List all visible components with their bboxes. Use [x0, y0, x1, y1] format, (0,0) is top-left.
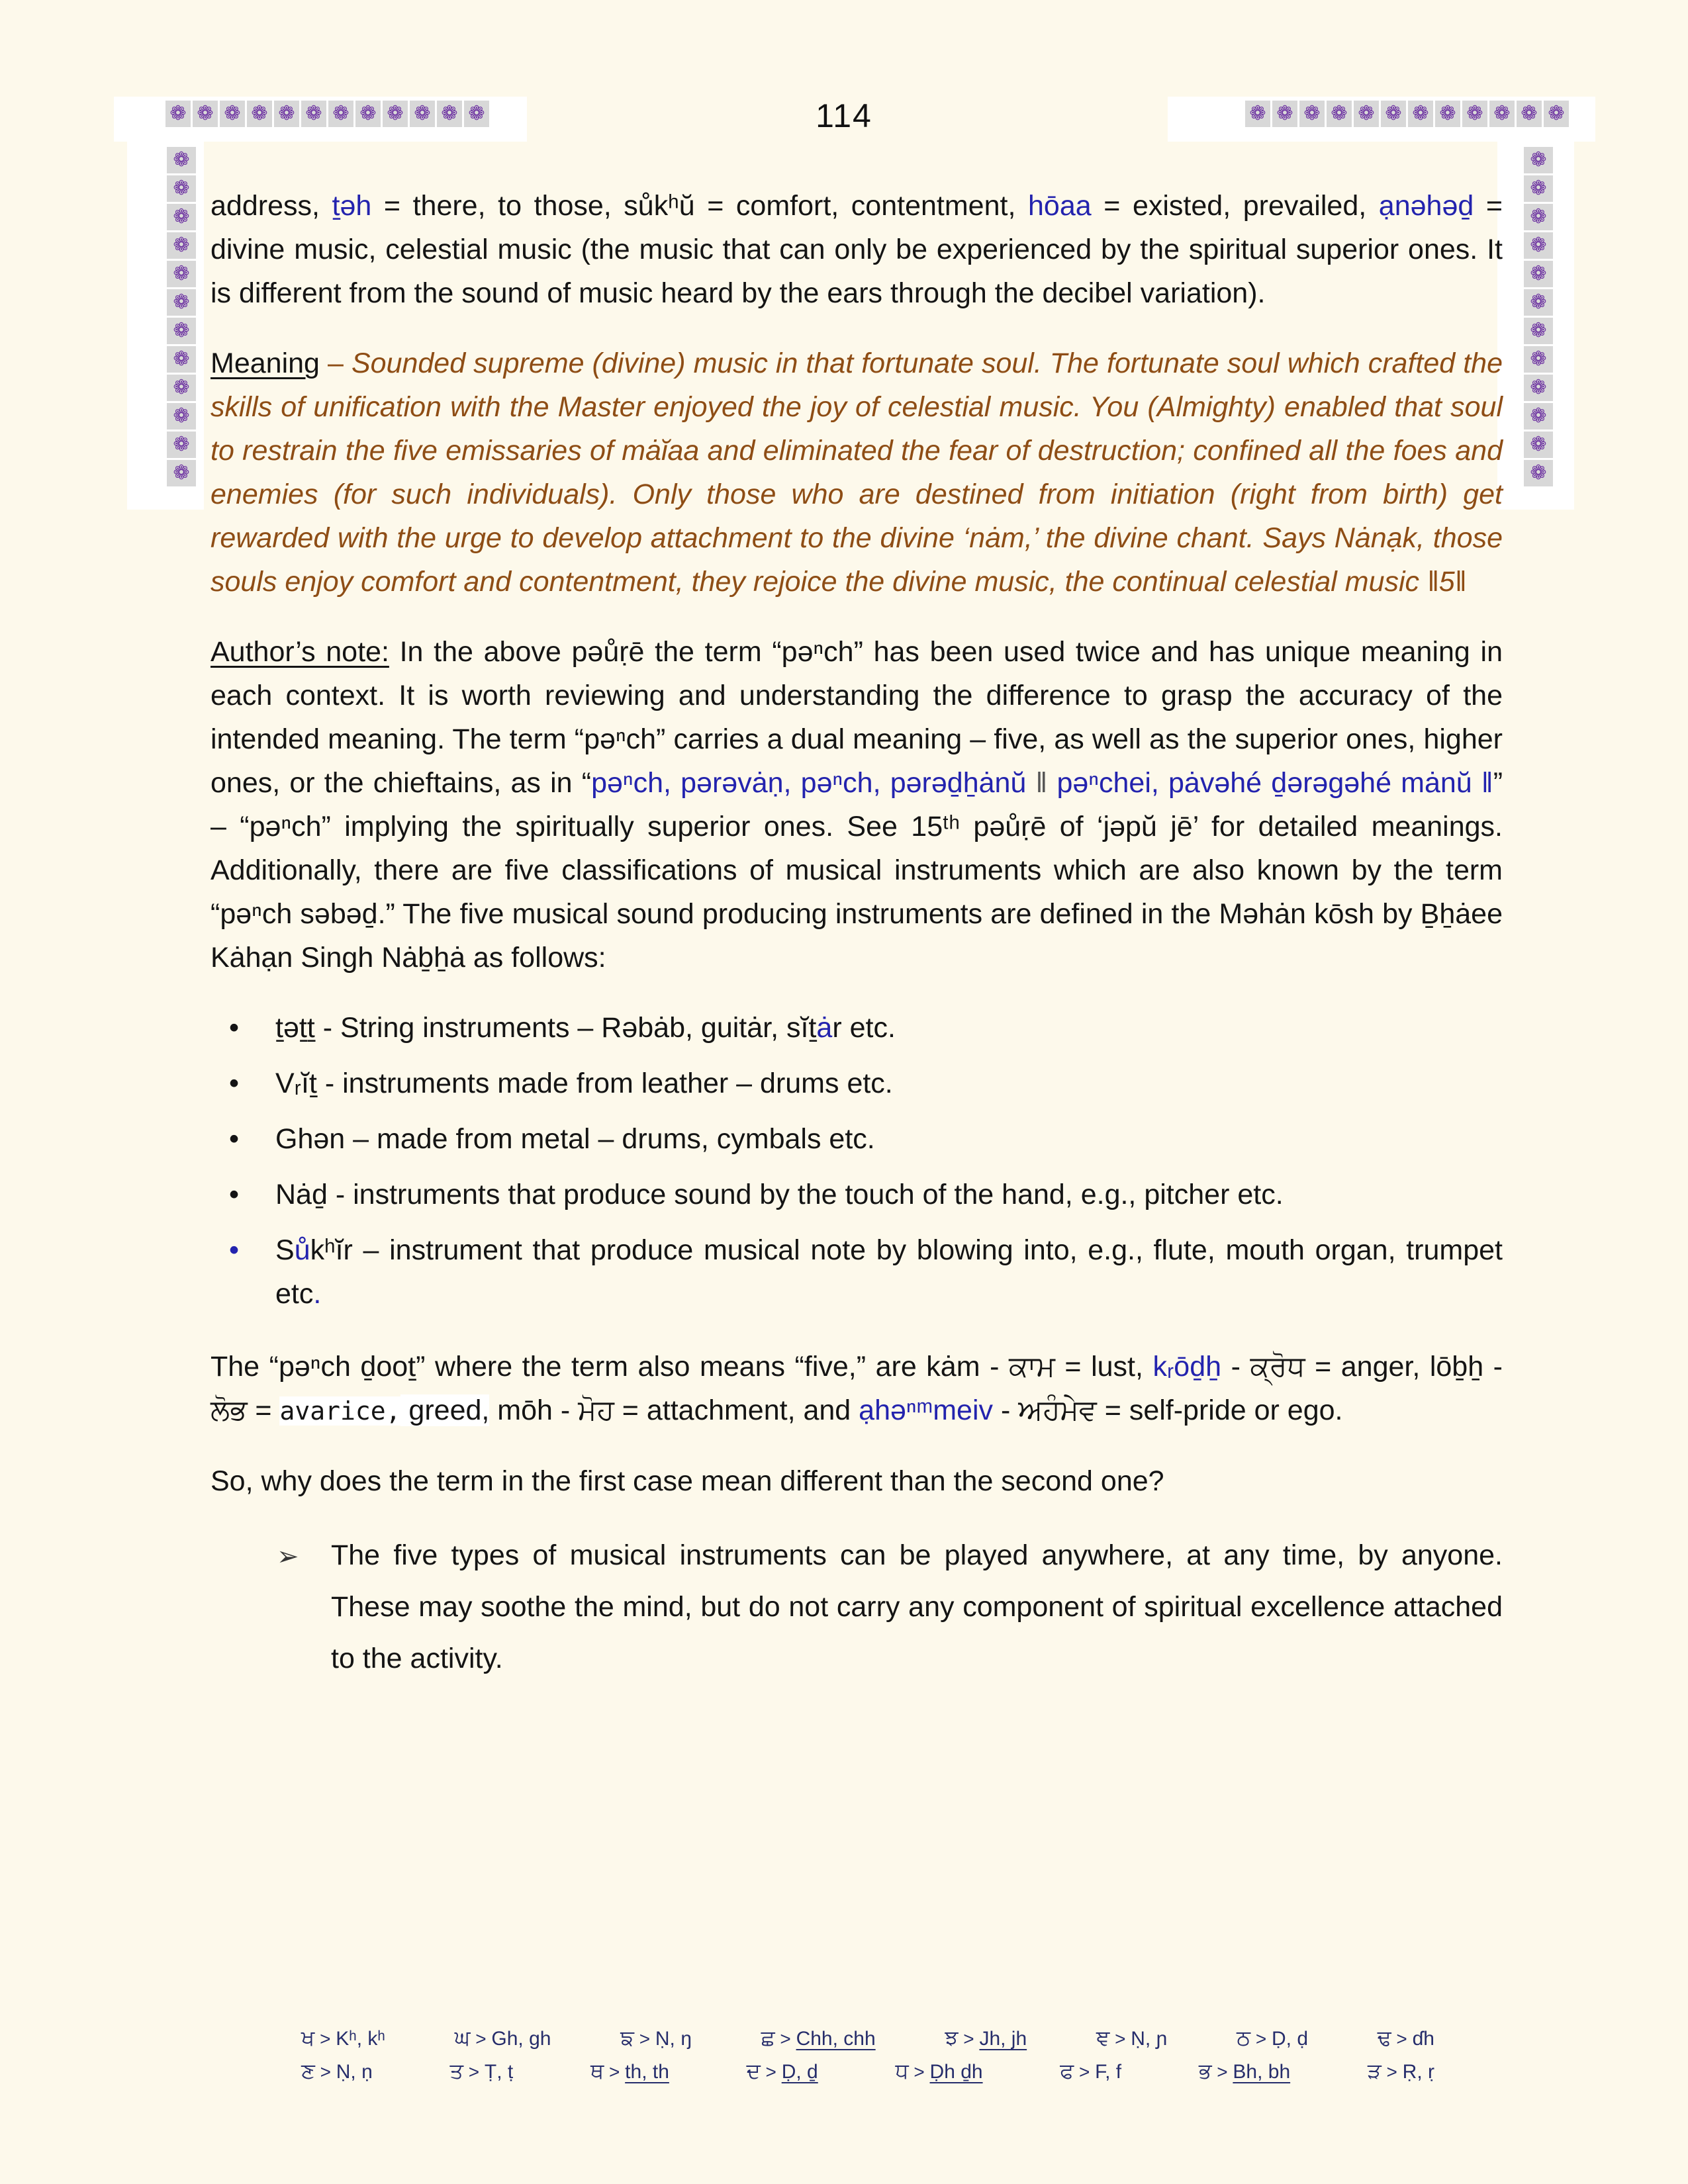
maps-to-symbol: >	[314, 2062, 336, 2082]
maps-to-symbol: >	[1211, 2062, 1233, 2082]
definition-text: address,	[211, 190, 332, 222]
list-item-text: Nȧḏ - instruments that produce sound by the touch of the hand, e.g., pitcher etc.	[275, 1179, 1284, 1210]
maps-to-symbol: >	[908, 2062, 930, 2082]
flower-icon: ❁	[193, 101, 218, 127]
maps-to-symbol: >	[470, 2028, 492, 2049]
flower-icon: ❁	[1462, 101, 1487, 127]
term-krodh: kᵣōḏẖ	[1152, 1351, 1222, 1383]
definition-text: = existed, prevailed,	[1091, 190, 1379, 222]
translit-key-entry	[620, 2026, 692, 2050]
flower-icon: ❁	[167, 432, 196, 458]
maps-to-symbol: >	[760, 2062, 782, 2082]
translit-key-entry	[450, 2060, 514, 2083]
list-item-nad	[211, 1173, 1503, 1216]
flower-icon: ❁	[1299, 101, 1325, 127]
verse-bar: ‖	[1035, 767, 1057, 799]
arrow-bullet-icon: ➢	[277, 1542, 299, 1571]
page-number: 114	[816, 97, 872, 134]
translit-key-entry	[747, 2060, 818, 2083]
maps-to-symbol: >	[633, 2028, 655, 2049]
roman-transliteration: Chh, chh	[796, 2028, 876, 2050]
bullet-icon: •	[229, 1012, 240, 1044]
flower-icon: ❁	[165, 101, 191, 127]
flower-icon: ❁	[167, 204, 196, 230]
flower-icon: ❁	[464, 101, 489, 127]
gurmukhi-letter: ਞ	[1096, 2026, 1110, 2050]
roman-transliteration: th, th	[625, 2061, 669, 2083]
maps-to-symbol: >	[1381, 2062, 1403, 2082]
flower-icon: ❁	[167, 460, 196, 486]
roman-transliteration: Ṛ, ṛ	[1402, 2061, 1434, 2083]
translit-key-entry	[301, 2026, 385, 2050]
page-content	[211, 184, 1503, 1711]
flower-icon: ❁	[1524, 204, 1553, 230]
paragraph-panch-doot	[211, 1345, 1503, 1433]
translit-key-entry	[945, 2026, 1027, 2050]
flower-icon: ❁	[328, 101, 353, 127]
gurmukhi-letter: ਦ	[746, 2059, 761, 2083]
flower-icon: ❁	[167, 403, 196, 430]
flower-icon: ❁	[1272, 101, 1297, 127]
roman-transliteration: ɗh	[1412, 2028, 1434, 2050]
decorative-border-right	[1524, 147, 1553, 486]
flower-icon: ❁	[1435, 101, 1460, 127]
flower-icon: ❁	[301, 101, 326, 127]
flower-icon: ❁	[1354, 101, 1379, 127]
flower-icon: ❁	[167, 289, 196, 316]
flower-icon: ❁	[1381, 101, 1406, 127]
paragraph-question: So, why does the term in the first case mean different than the second one?	[211, 1465, 1164, 1497]
flower-icon: ❁	[167, 261, 196, 287]
paragraph-word-definitions	[211, 184, 1503, 315]
term-anahad: ạnəhəḏ	[1378, 190, 1474, 222]
translit-key-entry	[1368, 2060, 1434, 2083]
list-item-ghan	[211, 1117, 1503, 1161]
list-item-tatt	[211, 1006, 1503, 1050]
gurmukhi-letter: ਠ	[1237, 2026, 1251, 2050]
list-item-sukhir	[211, 1228, 1503, 1316]
maps-to-symbol: >	[1250, 2028, 1272, 2049]
translit-key-entry	[301, 2060, 373, 2083]
gurmukhi-letter: ਭ	[1198, 2059, 1212, 2083]
gurmukhi-letter: ਘ	[454, 2026, 471, 2050]
bullet-icon: •	[229, 1234, 240, 1266]
flower-icon: ❁	[167, 147, 196, 173]
roman-transliteration: Gh, gh	[491, 2028, 551, 2050]
verse-bar: ‖	[1481, 767, 1493, 799]
roman-transliteration: Ḍ, ḏ	[781, 2061, 818, 2083]
term-avarice: avarice,	[279, 1396, 401, 1426]
gurmukhi-letter: ਛ	[761, 2026, 775, 2050]
note-text: ” – “pəⁿch” implying the spiritually superior ones. See 15ᵗʰ pəůṛē of ‘jəpŭ jē’ for detailed meanings. Additionally, there are five classifications of musical instruments which are also known by the term “pəⁿch səbəḏ.” The five musical sound producing instruments are defined in the Məhȧn kōsh by Ḇẖȧee Kȧhạn Singh Nȧḇẖȧ as follows:	[211, 767, 1503, 974]
doot-text: mōh - ਮੋਹ = attachment, and	[489, 1394, 859, 1426]
gurmukhi-letter: ਥ	[590, 2059, 604, 2083]
gurbani-quote: pəⁿchei, pȧvəhé ḏərəgəhé mȧnŭ	[1056, 767, 1481, 799]
gurmukhi-letter: ਢ	[1377, 2026, 1391, 2050]
list-item-text: ṯəṯṯ - String instruments – Rəbȧb, guitȧr, sĭṯ	[275, 1012, 817, 1044]
maps-to-symbol: >	[1391, 2028, 1413, 2049]
roman-transliteration: Ṭ, ṭ	[484, 2061, 514, 2083]
arrow-bullet-text: The five types of musical instruments can be played anywhere, at any time, by anyone. These may soothe the mind, but do not carry any component of spiritual excellence attached to the activity.	[331, 1539, 1503, 1674]
maps-to-symbol: >	[774, 2028, 796, 2049]
translit-key-entry	[1060, 2060, 1121, 2083]
meaning-dash: –	[319, 347, 352, 379]
flower-icon: ❁	[220, 101, 245, 127]
flower-icon: ❁	[1524, 147, 1553, 173]
translit-key-entry	[1378, 2026, 1434, 2050]
transliteration-key-row-1	[301, 2026, 1434, 2050]
doot-text: - ਅਹੰਮੇਵ = self-pride or ego.	[993, 1394, 1343, 1426]
definition-text: = there, to those, sůkʰŭ = comfort, contentment,	[371, 190, 1028, 222]
flower-icon: ❁	[1524, 289, 1553, 316]
flower-icon: ❁	[355, 101, 381, 127]
transliteration-key	[301, 2026, 1434, 2093]
term-ahameiv: ạhəⁿᵐmeiv	[859, 1394, 994, 1426]
bullet-icon: •	[229, 1068, 240, 1099]
flower-icon: ❁	[437, 101, 462, 127]
flower-icon: ❁	[167, 346, 196, 373]
authors-note-label: Author’s note:	[211, 636, 389, 668]
flower-icon: ❁	[1544, 101, 1569, 127]
gurmukhi-letter: ਝ	[945, 2026, 959, 2050]
flower-icon: ❁	[1489, 101, 1515, 127]
flower-icon: ❁	[410, 101, 435, 127]
doot-text: greed,	[400, 1394, 490, 1426]
roman-transliteration: Ṇ, ɲ	[1131, 2028, 1168, 2050]
doot-text: The “pəⁿch ḏooṯ” where the term also means “five,” are kȧm - ਕਾਮ = lust,	[211, 1351, 1153, 1383]
list-item-text: .	[313, 1278, 322, 1310]
roman-transliteration: Ṇ, ŋ	[655, 2028, 692, 2050]
flower-icon: ❁	[1524, 403, 1553, 430]
paragraph-authors-note	[211, 630, 1503, 979]
translit-key-entry	[590, 2060, 669, 2083]
flower-icon: ❁	[1524, 375, 1553, 401]
list-item-text: ů	[294, 1234, 310, 1266]
gurmukhi-letter: ਖ	[301, 2026, 315, 2050]
gurmukhi-letter: ਤ	[449, 2059, 463, 2083]
flower-icon: ❁	[1524, 261, 1553, 287]
flower-icon: ❁	[274, 101, 299, 127]
bullet-icon: •	[229, 1179, 240, 1210]
flower-icon: ❁	[1524, 460, 1553, 486]
flower-icon: ❁	[167, 318, 196, 344]
flower-icon: ❁	[1245, 101, 1270, 127]
list-item-vrit	[211, 1062, 1503, 1105]
instrument-list	[211, 1006, 1503, 1316]
list-item-text: Vᵣĭṯ - instruments made from leather – drums etc.	[275, 1068, 893, 1099]
maps-to-symbol: >	[1109, 2028, 1131, 2049]
flower-icon: ❁	[383, 101, 408, 127]
roman-transliteration: Ḍ, ḍ	[1271, 2028, 1309, 2050]
meaning-translation: Sounded supreme (divine) music in that fortunate soul. The fortunate soul which crafted the skills of unification with the Master enjoyed the joy of celestial music. You (Almighty) enabled that soul to restrain the five emissaries of mȧĭaa and eliminated the fear of destruction; confined all the foes and enemies (for such individuals). Only those who are destined from initiation (right from birth) get rewarded with the urge to develop attachment to the divine ‘nȧm,’ the divine chant. Says Nȧnạk, those souls enjoy comfort and contentment, they rejoice the divine music, the continual celestial music ‖5‖	[211, 347, 1503, 598]
list-item-text: Ghən – made from metal – drums, cymbals etc.	[275, 1123, 875, 1155]
list-item-text: r etc.	[832, 1012, 896, 1044]
list-item-text: S	[275, 1234, 295, 1266]
flower-icon: ❁	[167, 375, 196, 401]
translit-key-entry	[455, 2026, 551, 2050]
flower-icon: ❁	[167, 175, 196, 202]
maps-to-symbol: >	[463, 2062, 485, 2082]
translit-key-entry	[761, 2026, 876, 2050]
maps-to-symbol: >	[314, 2028, 336, 2049]
flower-icon: ❁	[1524, 432, 1553, 458]
flower-icon: ❁	[1524, 318, 1553, 344]
flower-icon: ❁	[1408, 101, 1433, 127]
arrow-bullet-paragraph	[211, 1529, 1503, 1684]
doot-text: - ਕ੍ਰੋਧ = anger, lōḇẖ - ਲੋਭ =	[211, 1351, 1503, 1426]
gurbani-quote: pəⁿch, pərəvȧṇ, pəⁿch, pərəḏẖȧnŭ	[591, 767, 1036, 799]
gurmukhi-letter: ਙ	[620, 2026, 634, 2050]
bullet-icon: •	[229, 1123, 240, 1155]
transliteration-key-row-2	[301, 2060, 1434, 2083]
roman-transliteration: Jh, jh	[979, 2028, 1027, 2050]
roman-transliteration: Bh, bh	[1233, 2061, 1291, 2083]
translit-key-entry	[1237, 2026, 1308, 2050]
flower-icon: ❁	[1517, 101, 1542, 127]
term-hoaa: hōaa	[1028, 190, 1092, 222]
roman-transliteration: Ḍh ḏh	[929, 2061, 983, 2083]
roman-transliteration: Ṇ, ṇ	[336, 2061, 373, 2083]
flower-icon: ❁	[1327, 101, 1352, 127]
list-item-text: kʰĭr – instrument that produce musical note by blowing into, e.g., flute, mouth organ, trumpet etc	[275, 1234, 1503, 1310]
flower-icon: ❁	[1524, 232, 1553, 259]
gurmukhi-letter: ਧ	[895, 2059, 909, 2083]
gurmukhi-letter: ਣ	[301, 2059, 315, 2083]
maps-to-symbol: >	[958, 2028, 980, 2049]
translit-key-entry	[895, 2060, 982, 2083]
gurmukhi-letter: ੜ	[1367, 2059, 1382, 2083]
gurmukhi-letter: ਫ	[1060, 2059, 1074, 2083]
flower-icon: ❁	[167, 232, 196, 259]
roman-transliteration: Kʰ, kʰ	[336, 2028, 385, 2050]
translit-key-entry	[1199, 2060, 1290, 2083]
meaning-label: Meaning	[211, 347, 320, 379]
note-text: In the above pəůṛē the term “pəⁿch” has been used twice and has unique meaning in each context. It is worth reviewing and understanding the difference to grasp the accuracy of the intended meaning. The term “pəⁿch” carries a dual meaning – five, as well as the superior ones, higher ones, or the chieftains, as in “	[211, 636, 1503, 799]
list-item-text: ȧ	[816, 1012, 833, 1044]
roman-transliteration: F, f	[1095, 2061, 1122, 2083]
definition-text: = divine music, celestial music (the music that can only be experienced by the spiritual superior ones. It is different from the sound of music heard by the ears through the decibel variation).	[211, 190, 1503, 309]
maps-to-symbol: >	[1074, 2062, 1096, 2082]
flower-icon: ❁	[1524, 346, 1553, 373]
maps-to-symbol: >	[604, 2062, 626, 2082]
translit-key-entry	[1096, 2026, 1167, 2050]
flower-icon: ❁	[247, 101, 272, 127]
paragraph-meaning	[211, 341, 1503, 604]
decorative-border-left	[167, 147, 196, 486]
term-teh: ṯəh	[332, 190, 372, 222]
flower-icon: ❁	[1524, 175, 1553, 202]
